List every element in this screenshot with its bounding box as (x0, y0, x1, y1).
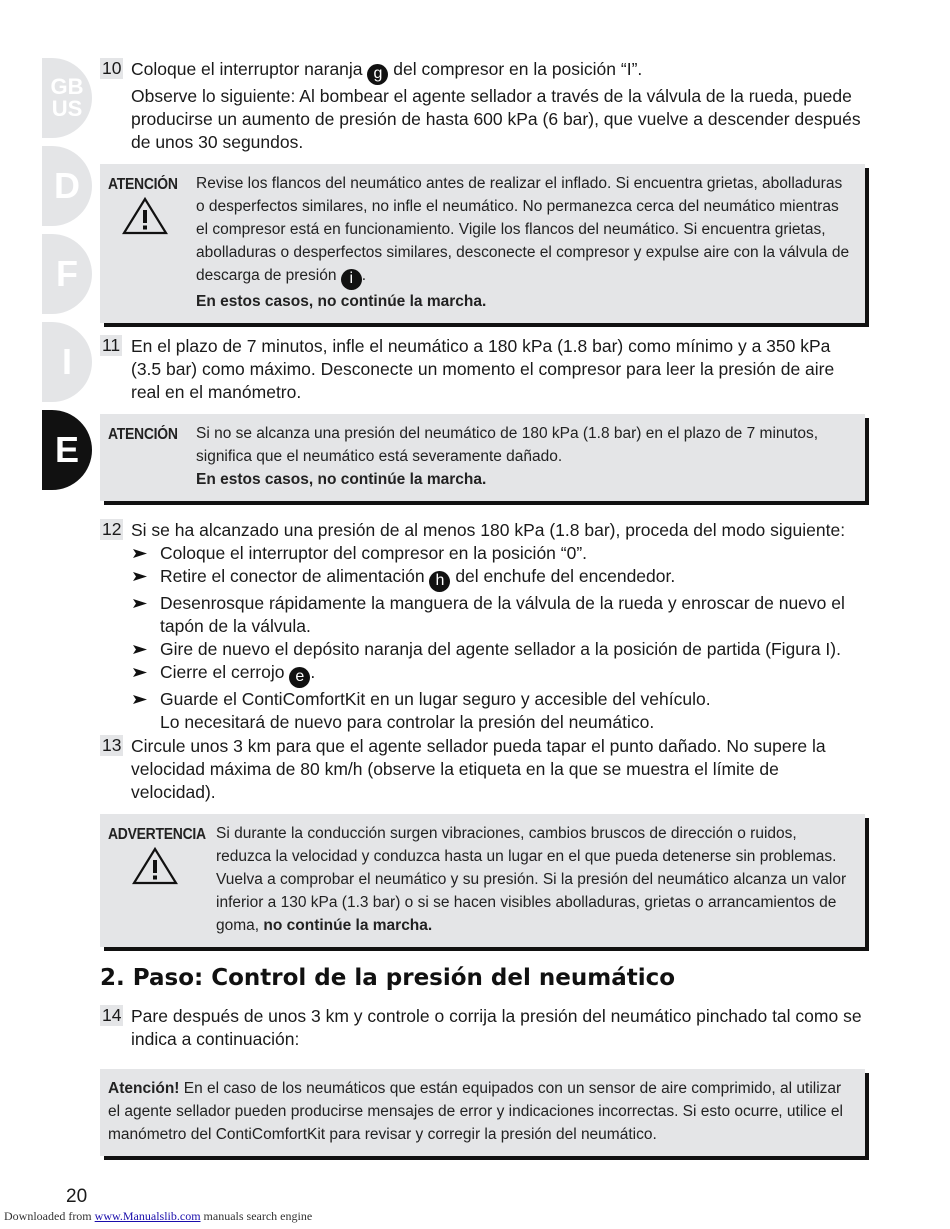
step-number: 10 (102, 58, 122, 78)
page-content (100, 58, 865, 1168)
warning-text (196, 172, 855, 290)
step-text: Pare después de unos 3 km y controle o corrija la presión del neumático pinchado tal como se indica a continuación: (131, 1006, 862, 1049)
step-11 (100, 335, 865, 404)
warning-triangle-icon (122, 196, 168, 236)
page-number: 20 (66, 1186, 88, 1207)
list-item-text: Gire de nuevo el depósito naranja del agente sellador a la posición de partida (Figura I). (160, 639, 841, 659)
footer-prefix: Downloaded from (4, 1209, 95, 1223)
section-heading: 2. Paso: Control de la presión del neumático (100, 965, 676, 991)
bullet-arrow-icon (133, 668, 147, 677)
download-footer (4, 1209, 312, 1224)
list-item (131, 565, 865, 592)
bullet-arrow-icon (133, 549, 147, 558)
step-12 (100, 519, 865, 734)
list-item-text: . (310, 662, 316, 682)
step-10 (100, 58, 865, 154)
tab-gb-label: GB (50, 74, 84, 99)
note-box (100, 1069, 865, 1156)
list-item (131, 661, 865, 688)
bullet-list (131, 542, 865, 734)
warning-text: Si no se alcanza una presión del neumático de 180 kPa (1.8 bar) en el plazo de 7 minutos, significa que el neumático está severamente dañado. (196, 425, 819, 465)
bullet-arrow-icon (133, 645, 147, 654)
tab-d-label: D (54, 165, 80, 206)
list-item (131, 688, 865, 734)
note-label: Atención! (108, 1080, 180, 1097)
step-text-part: Coloque el interruptor naranja (131, 59, 368, 79)
warning-bold: En estos casos, no continúe la marcha. (196, 471, 487, 488)
step-text: En el plazo de 7 minutos, infle el neumático a 180 kPa (1.8 bar) como mínimo y a 350 kPa (3.5 bar) como máximo. Desconecte un momento el compresor para leer la presión de aire real en el manómetro. (131, 336, 835, 402)
warning-box-2 (100, 414, 865, 501)
step-number: 13 (102, 735, 122, 755)
step-13 (100, 735, 865, 804)
list-item-text: Cierre el cerrojo (160, 662, 290, 682)
warning-label: ADVERTENCIA (108, 826, 206, 843)
list-item (131, 638, 865, 661)
step-note: Observe lo siguiente: Al bombear el agente sellador a través de la válvula de la rueda, puede producirse un aumento de presión de hasta 600 kPa (6 bar), que vuelve a descender después de unos 30 segundos. (131, 86, 861, 152)
marker-i: i (341, 269, 362, 290)
warning-text (216, 822, 855, 937)
step-text (131, 58, 865, 85)
tab-d (42, 146, 92, 226)
step-number: 12 (102, 519, 122, 539)
manualslib-link[interactable]: www.Manualslib.com (94, 1209, 201, 1223)
warning-text-part: Si durante la conducción surgen vibraciones, cambios bruscos de dirección o ruidos, reduzca la velocidad y conduzca hasta un lugar en el que pueda detenerse sin problemas. Vuelva a comprobar el neumático y su presión. Si la presión del neumático alcanza un valor inferior a 130 kPa (1.3 bar) o si se hacen visibles abolladuras, grietas o arrancamientos de goma, (216, 825, 847, 934)
note-text (108, 1077, 855, 1146)
warning-triangle-icon (132, 846, 178, 886)
marker-h: h (429, 571, 450, 592)
list-item (131, 592, 865, 638)
list-item-text: Retire el conector de alimentación (160, 566, 430, 586)
tab-f (42, 234, 92, 314)
list-item-text: Guarde el ContiComfortKit en un lugar seguro y accesible del vehículo. (160, 689, 711, 709)
step-text-part: del compresor en la posición “I”. (388, 59, 643, 79)
tab-i-label: I (61, 341, 72, 382)
step-number: 11 (102, 335, 121, 355)
tab-e-active (42, 410, 92, 490)
tab-gb-us (42, 58, 92, 138)
step-text: Circule unos 3 km para que el agente sellador pueda tapar el punto dañado. No supere la velocidad máxima de 80 km/h (observe la etiqueta en la que se muestra el límite de velocidad). (131, 736, 826, 802)
bullet-arrow-icon (133, 599, 147, 608)
tab-f-label: F (56, 253, 78, 294)
footer-suffix: manuals search engine (200, 1209, 313, 1223)
marker-e: e (289, 667, 310, 688)
tab-i (42, 322, 92, 402)
tab-us-label: US (51, 96, 83, 121)
warning-text-part: . (361, 267, 367, 284)
warning-label: ATENCIÓN (108, 176, 178, 193)
warning-text-part: Revise los flancos del neumático antes de realizar el inflado. Si encuentra grietas, abolladuras o desperfectos similares, no infle el neumático. No permanezca cerca del neumático mientras el compresor está en funcionamiento. Vigile los flancos del neumático. Si encuentra grietas, abolladuras o desperfectos similares, desconecte el compresor y expulse aire con la válvula de descarga de presión (196, 175, 850, 284)
list-item-text: Coloque el interruptor del compresor en la posición “0”. (160, 543, 588, 563)
list-item-text: Lo necesitará de nuevo para controlar la presión del neumático. (160, 712, 655, 732)
marker-g: g (367, 64, 388, 85)
step-number: 14 (102, 1005, 122, 1025)
bullet-arrow-icon (133, 695, 147, 704)
note-body: En el caso de los neumáticos que están equipados con un sensor de aire comprimido, al utilizar el agente sellador pueden producirse mensajes de error y indicaciones incorrectas. Si esto ocurre, utilice el manómetro del ContiComfortKit para revisar y corregir la presión del neumático. (108, 1080, 843, 1143)
list-item-text: Desenrosque rápidamente la manguera de la válvula de la rueda y enroscar de nuevo el tapón de la válvula. (160, 593, 845, 636)
list-item-text: del enchufe del encendedor. (450, 566, 676, 586)
bullet-arrow-icon (133, 572, 147, 581)
list-item (131, 542, 865, 565)
warning-label: ATENCIÓN (108, 426, 178, 443)
warning-bold: En estos casos, no continúe la marcha. (196, 293, 487, 310)
step-text: Si se ha alcanzado una presión de al menos 180 kPa (1.8 bar), proceda del modo siguiente: (131, 520, 846, 540)
step-14 (100, 1005, 865, 1051)
warning-bold: no continúe la marcha. (263, 917, 433, 934)
warning-box-1 (100, 164, 865, 323)
tab-e-label: E (54, 429, 79, 470)
warning-box-3 (100, 814, 865, 947)
